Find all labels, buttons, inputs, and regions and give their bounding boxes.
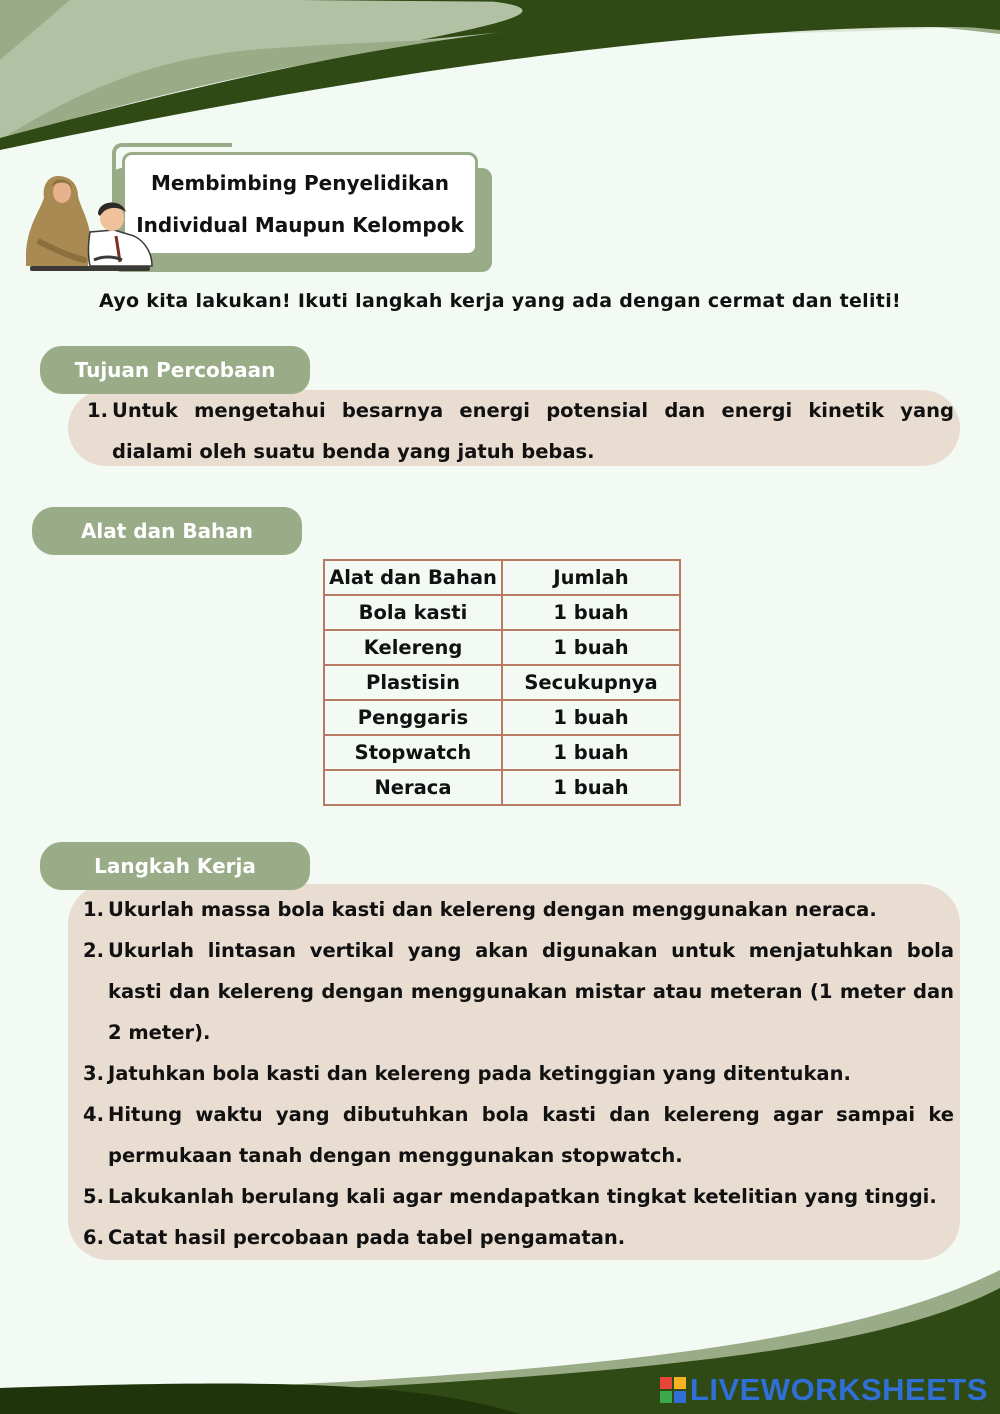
list-item (82, 390, 954, 472)
table-cell-jumlah: 1 buah (502, 630, 680, 665)
table-row (324, 700, 680, 735)
table-cell-jumlah: 1 buah (502, 735, 680, 770)
table-cell-jumlah: 1 buah (502, 770, 680, 805)
title-card (122, 152, 478, 256)
list-item-number: 4. (83, 1103, 104, 1126)
table-cell-alat: Penggaris (324, 700, 502, 735)
title-line-1: Membimbing Penyelidikan (151, 171, 449, 195)
table-header-alat: Alat dan Bahan (324, 560, 502, 595)
list-item-number: 5. (83, 1185, 104, 1208)
table-cell-jumlah: 1 buah (502, 595, 680, 630)
title-line-2: Individual Maupun Kelompok (136, 213, 464, 237)
list-item (78, 1217, 954, 1258)
list-item-text: Ukurlah lintasan vertikal yang akan digunakan untuk menjatuhkan bola kasti dan kelereng dengan menggunakan mistar atau meteran (1 meter dan 2 meter). (108, 939, 954, 1044)
table-row (324, 595, 680, 630)
list-item-text: Jatuhkan bola kasti dan kelereng pada ketinggian yang ditentukan. (108, 1062, 851, 1085)
langkah-list (78, 889, 954, 1258)
intro-instruction: Ayo kita lakukan! Ikuti langkah kerja yang ada dengan cermat dan teliti! (99, 290, 901, 312)
top-wave-decoration (0, 0, 1000, 160)
table-header-jumlah: Jumlah (502, 560, 680, 595)
table-cell-alat: Bola kasti (324, 595, 502, 630)
list-item (78, 1176, 954, 1217)
list-item-number: 2. (83, 939, 104, 962)
list-item-text: Lakukanlah berulang kali agar mendapatkan tingkat ketelitian yang tinggi. (108, 1185, 937, 1208)
list-item-number: 6. (83, 1226, 104, 1249)
table-cell-alat: Kelereng (324, 630, 502, 665)
list-item-number: 3. (83, 1062, 104, 1085)
list-item-text: Ukurlah massa bola kasti dan kelereng dengan menggunakan neraca. (108, 898, 877, 921)
liveworksheets-logo-icon (660, 1377, 686, 1403)
list-item-number: 1. (83, 898, 104, 921)
teacher-student-illustration-icon (18, 156, 158, 276)
table-row (324, 735, 680, 770)
list-item-text: Catat hasil percobaan pada tabel pengamatan. (108, 1226, 626, 1249)
liveworksheets-brand[interactable] (660, 1372, 988, 1408)
list-item (78, 930, 954, 1053)
brand-text: LIVEWORKSHEETS (689, 1372, 988, 1407)
table-row (324, 665, 680, 700)
langkah-label: Langkah Kerja (40, 842, 310, 890)
list-item (78, 1053, 954, 1094)
table-row (324, 630, 680, 665)
table-header-row (324, 560, 680, 595)
alat-label: Alat dan Bahan (32, 507, 302, 555)
tujuan-label: Tujuan Percobaan (40, 346, 310, 394)
table-cell-alat: Stopwatch (324, 735, 502, 770)
table-cell-alat: Plastisin (324, 665, 502, 700)
list-item (78, 1094, 954, 1176)
tujuan-list (82, 390, 954, 472)
table-cell-alat: Neraca (324, 770, 502, 805)
table-row (324, 770, 680, 805)
list-item (78, 889, 954, 930)
alat-bahan-table (323, 559, 681, 806)
table-cell-jumlah: 1 buah (502, 700, 680, 735)
list-item-text: Untuk mengetahui besarnya energi potensial dan energi kinetik yang dialami oleh suatu benda yang jatuh bebas. (112, 399, 954, 463)
list-item-number: 1. (87, 399, 108, 422)
table-cell-jumlah: Secukupnya (502, 665, 680, 700)
list-item-text: Hitung waktu yang dibutuhkan bola kasti dan kelereng agar sampai ke permukaan tanah dengan menggunakan stopwatch. (108, 1103, 954, 1167)
